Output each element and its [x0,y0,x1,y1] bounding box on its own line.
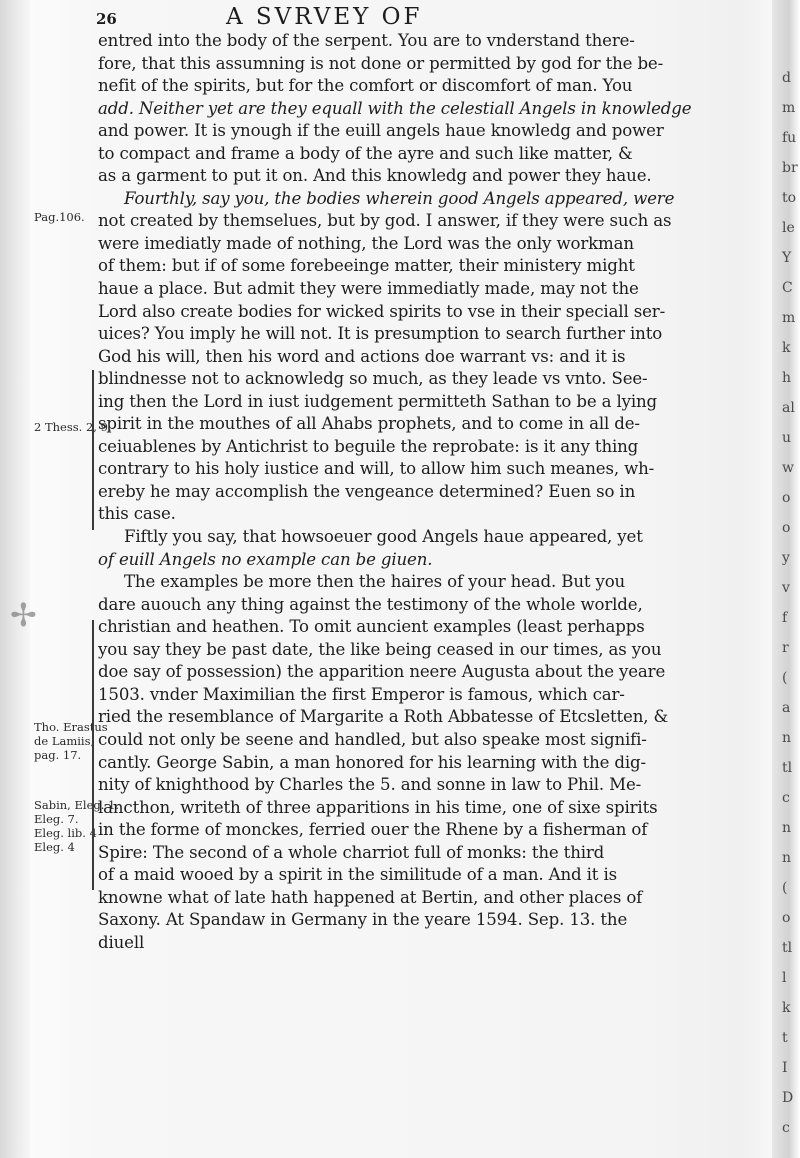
text-line: fore, that this assumning is not done or permitted by god for the be- [98,53,664,73]
body-text [98,30,774,954]
margin-note-thessalonians: 2 Thess. 2, 9. [34,420,112,434]
facing-page-fragment: c [782,790,790,806]
text-line: cantly. George Sabin, a man honored for his learning with the dig- [98,752,646,772]
text-line: could not only be seene and handled, but also speake most signifi- [98,729,647,749]
text-line: nefit of the spirits, but for the comfort or discomfort of man. You [98,76,633,96]
text-line: ceiuablenes by Antichrist to beguile the reprobate: is it any thing [98,436,639,456]
margin-note-line: de Lamiis, [34,734,95,748]
text-line: as a garment to put it on. And this knowledg and power they haue. [98,166,652,186]
text-line: to compact and frame a body of the ayre and such like matter, & [98,143,633,163]
text-line: of euill Angels no example can be giuen. [98,549,433,569]
running-title: A SVRVEY OF [226,4,423,30]
margin-note-erastus [34,720,108,762]
facing-page-fragment: a [782,700,791,716]
facing-page-fragment: I [782,1060,788,1076]
text-line: you say they be past date, the like being ceased in our times, as you [98,639,662,659]
facing-page-fragment: d [782,70,791,86]
facing-page-fragment: k [782,1000,791,1016]
facing-page-fragment: o [782,520,791,536]
facing-page-fragment: tl [782,760,793,776]
text-line: of them: but if of some forebeeinge matter, their ministery might [98,256,635,276]
text-line: blindnesse not to acknowledg so much, as they leade vs vnto. See- [98,369,648,389]
text-line: uices? You imply he will not. It is presumption to search further into [98,324,663,344]
facing-page-fragment: ( [782,670,788,686]
facing-page-fragment: k [782,340,791,356]
text-line: ing then the Lord in iust iudgement permitteth Sathan to be a lying [98,391,658,411]
facing-page-fragment: t [782,1030,788,1046]
margin-note-line: Sabin, Eleg. 1. [34,798,120,812]
margin-bracket [92,370,94,530]
text-line: The examples be more then the haires of your head. But you [124,572,626,592]
text-line: christian and heathen. To omit auncient examples (least perhapps [98,617,645,637]
text-line: diuell [98,932,145,952]
facing-page-edge [772,0,800,1158]
facing-page-fragment: h [782,370,792,386]
facing-page-fragment: n [782,850,792,866]
ink-blot-icon: ✢ [10,596,37,634]
margin-note-line: Eleg. 7. [34,812,79,826]
facing-page-fragment: al [782,400,795,416]
text-line: Saxony. At Spandaw in Germany in the yeare 1594. Sep. 13. the [98,910,628,930]
page-gutter-shadow [0,0,30,1158]
text-line: nity of knighthood by Charles the 5. and sonne in law to Phil. Me- [98,775,642,795]
facing-page-fragment: to [782,190,797,206]
text-line: this case. [98,504,176,524]
facing-page-fragment: o [782,490,791,506]
margin-note-page-ref: Pag.106. [34,210,85,224]
facing-page-fragment: C [782,280,793,296]
text-line: 1503. vnder Maximilian the first Emperor is famous, which car- [98,684,625,704]
margin-note-line: Eleg. lib. 4 [34,826,97,840]
margin-note-line: Tho. Erastus [34,720,108,734]
margin-note-line: pag. 17. [34,748,82,762]
facing-page-fragment: tl [782,940,793,956]
facing-page-fragment: w [782,460,794,476]
text-line: ereby he may accomplish the vengeance determined? Euen so in [98,481,636,501]
text-line: dare auouch any thing against the testimony of the whole worlde, [98,594,643,614]
text-line: add. Neither yet are they equall with the celestiall Angels in knowledge [98,98,692,118]
facing-page-fragment: y [782,550,790,566]
text-line: contrary to his holy iustice and will, to allow him such meanes, wh- [98,459,655,479]
text-line: were imediatly made of nothing, the Lord was the only workman [98,233,634,253]
text-line: and power. It is ynough if the euill angels haue knowledg and power [98,121,664,141]
facing-page-fragment: f [782,610,788,626]
text-line: in the forme of monckes, ferried ouer the Rhene by a fisherman of [98,820,648,840]
facing-page-fragment: l [782,970,787,986]
text-line: spirit in the mouthes of all Ahabs prophets, and to come in all de- [98,414,640,434]
text-line: Spire: The second of a whole charriot full of monks: the third [98,842,605,862]
text-line: God his will, then his word and actions doe warrant vs: and it is [98,346,626,366]
facing-page-fragment: le [782,220,795,236]
margin-note-sabin [34,798,119,854]
text-line: lancthon, writeth of three apparitions in his time, one of sixe spirits [98,797,658,817]
text-line: haue a place. But admit they were immediatly made, may not the [98,279,639,299]
text-line: doe say of possession) the apparition neere Augusta about the yeare [98,662,666,682]
facing-page-fragment: u [782,430,792,446]
facing-page-fragment: m [782,100,796,116]
facing-page-fragment: fu [782,130,797,146]
facing-page-fragment: Y [782,250,792,266]
text-line: Fiftly you say, that howsoeuer good Angels haue appeared, yet [124,527,643,547]
facing-page-fragment: n [782,820,792,836]
facing-page-fragment: m [782,310,796,326]
facing-page-fragment: n [782,730,792,746]
facing-page-fragment: o [782,910,791,926]
text-line: ried the resemblance of Margarite a Roth Abbatesse of Etcsletten, & [98,707,669,727]
facing-page-fragment: br [782,160,798,176]
text-line: Lord also create bodies for wicked spirits to vse in their speciall ser- [98,301,666,321]
text-line: Fourthly, say you, the bodies wherein good Angels appeared, were [124,188,675,208]
facing-page-fragment: c [782,1120,790,1136]
text-line: knowne what of late hath happened at Bertin, and other places of [98,887,643,907]
page-number: 26 [96,10,117,28]
text-line: not created by themselues, but by god. I answer, if they were such as [98,211,672,231]
margin-note-line: Eleg. 4 [34,840,75,854]
facing-page-fragment: r [782,640,789,656]
facing-page-fragment: D [782,1090,794,1106]
margin-bracket [92,620,94,890]
facing-page-fragment: v [782,580,790,596]
text-line: entred into the body of the serpent. You are to vnderstand there- [98,31,635,50]
text-line: of a maid wooed by a spirit in the similitude of a man. And it is [98,865,617,885]
facing-page-fragment: ( [782,880,788,896]
